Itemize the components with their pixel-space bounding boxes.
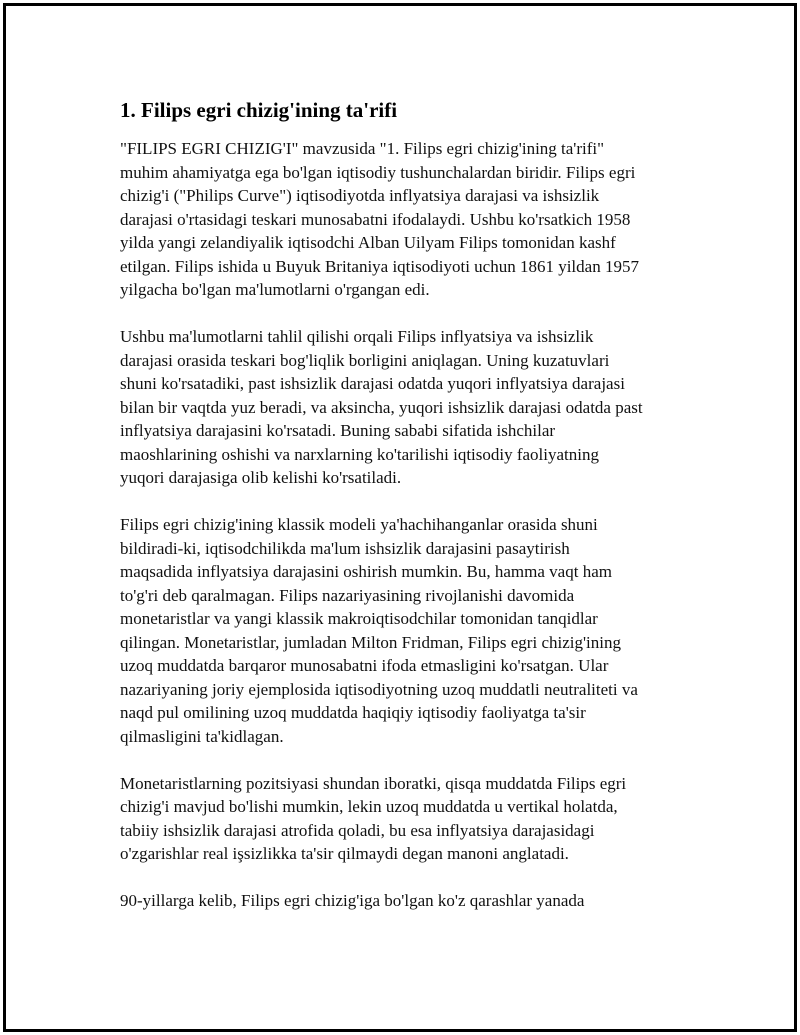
text-line: naqd pul omilining uzoq muddatda haqiqiy iqtisodiy faoliyatga ta'sir [120, 703, 586, 722]
text-line: Ushbu ma'lumotlarni tahlil qilishi orqali Filips inflyatsiya va ishsizlik [120, 327, 594, 346]
text-line: Monetaristlarning pozitsiyasi shundan iboratki, qisqa muddatda Filips egri [120, 773, 627, 793]
text-line: nazariyaning joriy ejemplosida iqtisodiyotning uzoq muddatli neutraliteti va [120, 679, 638, 699]
text-line: inflyatsiya darajasini ko'rsatadi. Buning sababi sifatida ishchilar [120, 421, 556, 440]
text-line: yilgacha bo'lgan ma'lumotlarni o'rgangan edi. [120, 280, 430, 299]
text-line: monetaristlar va yangi klassik makroiqtisodchilar tomonidan tanqidlar [120, 609, 598, 628]
text-line: o'zgarishlar real işsizlikka ta'sir qilmaydi degan manoni anglatadi. [120, 844, 569, 863]
section-heading: 1. Filips egri chizig'ining ta'rifi [120, 98, 398, 122]
text-line: Filips egri chizig'ining klassik modeli ya'hachihanganlar orasida shuni [120, 515, 598, 534]
text-line: muhim ahamiyatga ega bo'lgan iqtisodiy tushunchalardan biridir. Filips egri [120, 162, 636, 182]
text-line: uzoq muddatda barqaror munosabatni ifoda etmasligini ko'rsatgan. Ular [120, 656, 609, 675]
text-line: yilda yangi zelandiyalik iqtisodchi Alban Uilyam Filips tomonidan kashf [120, 233, 616, 252]
text-line: maqsadida inflyatsiya darajasini oshirish mumkin. Bu, hamma vaqt ham [120, 562, 612, 581]
document-body [120, 96, 695, 936]
text-line: to'g'ri deb qaralmagan. Filips nazariyasining rivojlanishi davomida [120, 585, 575, 605]
text-line: yuqori darajasiga olib kelishi ko'rsatiladi. [120, 468, 402, 487]
text-line: etilgan. Filips ishida u Buyuk Britaniya iqtisodiyoti uchun 1861 yildan 1957 [120, 256, 639, 276]
text-line: bildiradi-ki, iqtisodchilikda ma'lum ishsizlik darajasini pasaytirish [120, 538, 570, 558]
text-line: bilan bir vaqtda yuz beradi, va aksincha, yuqori ishsizlik darajasi odatda past [120, 397, 643, 417]
paragraph [120, 325, 695, 490]
text-line: 90-yillarga kelib, Filips egri chizig'iga bo'lgan ko'z qarashlar yanada [120, 891, 585, 910]
text-line: darajasi o'rtasidagi teskari munosabatni ifodalaydi. Ushbu ko'rsatkich 1958 [120, 209, 631, 229]
text-line: qilmasligini ta'kidlagan. [120, 726, 284, 746]
text-line: "FILIPS EGRI CHIZIG'I" mavzusida "1. Filips egri chizig'ining ta'rifi" [120, 139, 605, 158]
page-frame [3, 3, 797, 1032]
text-line: chizig'i mavjud bo'lishi mumkin, lekin uzoq muddatda u vertikal holatda, [120, 797, 618, 816]
paragraph [120, 772, 695, 866]
text-line: darajasi orasida teskari bog'liqlik borligini aniqlagan. Uning kuzatuvlari [120, 350, 610, 370]
paragraph [120, 137, 695, 302]
text-line: qilingan. Monetaristlar, jumladan Milton Fridman, Filips egri chizig'ining [120, 632, 621, 652]
paragraph [120, 889, 695, 913]
text-line: shuni ko'rsatadiki, past ishsizlik darajasi odatda yuqori inflyatsiya darajasi [120, 374, 625, 393]
text-line: chizig'i ("Philips Curve") iqtisodiyotda inflyatsiya darajasi va ishsizlik [120, 186, 600, 205]
text-line: tabiiy ishsizlik darajasi atrofida qoladi, bu esa inflyatsiya darajasidagi [120, 820, 595, 840]
paragraph [120, 513, 695, 748]
text-line: maoshlarining oshishi va narxlarning ko'tarilishi iqtisodiy faoliyatning [120, 444, 599, 464]
